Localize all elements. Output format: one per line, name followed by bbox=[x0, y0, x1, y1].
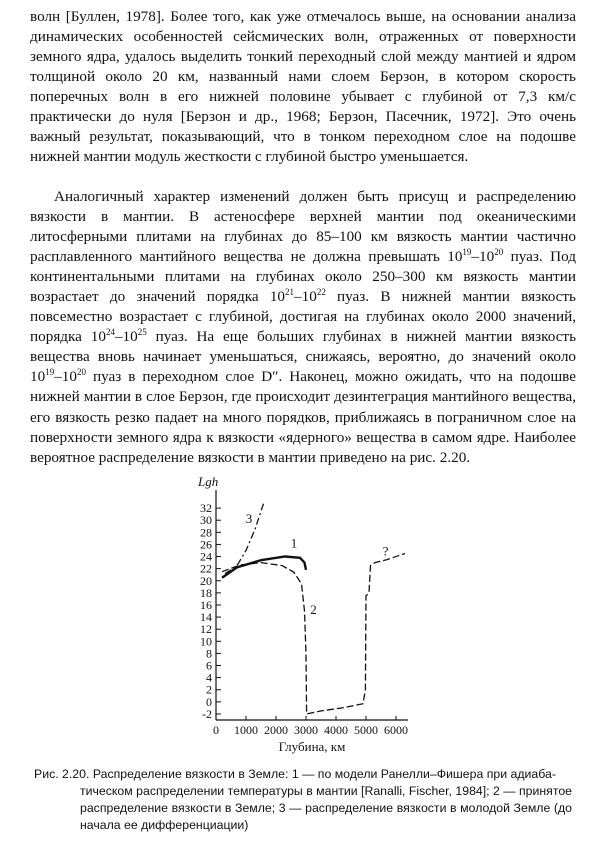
figure-caption bbox=[34, 766, 572, 834]
p2-seg: –10 bbox=[54, 368, 77, 386]
paragraph-2 bbox=[30, 187, 576, 468]
caption-rest: тическом распределении температуры в мантии [Ranalli, Fischer, 1984]; 2 — принятое распределение вязкости в Земле; 3 — распределение вязкости в молодой Земле (до начала ее дифференциации) bbox=[80, 784, 572, 832]
p2-seg: пуаз. На еще больших глубинах в нижней мантии вязкость вещества вновь начинает уменьшаться, снижаясь, вероятно, до значений около 10 bbox=[30, 328, 576, 386]
p2-seg: –10 bbox=[114, 328, 138, 346]
curve-label: ? bbox=[382, 543, 389, 559]
y-axis-label: Lgh bbox=[198, 474, 219, 489]
x-tick-label: 4000 bbox=[324, 723, 348, 737]
caption-lead: Рис. 2.20. Распределение вязкости в Земле: 1 — по модели Ранелли–Фишера при адиаба- bbox=[34, 767, 556, 781]
x-tick-label: 5000 bbox=[354, 723, 378, 737]
x-tick-label: 6000 bbox=[384, 723, 408, 737]
y-tick-label: 28 bbox=[200, 525, 212, 540]
y-tick-label: 4 bbox=[206, 670, 212, 685]
p2-seg: –10 bbox=[471, 248, 495, 266]
exponent: 25 bbox=[137, 327, 147, 338]
x-tick-label: 3000 bbox=[294, 723, 318, 737]
paragraph-1 bbox=[30, 7, 576, 167]
y-tick-label: 20 bbox=[200, 573, 212, 588]
x-tick-label: 1000 bbox=[234, 723, 258, 737]
y-tick-label: -2 bbox=[202, 706, 212, 721]
y-tick-label: 14 bbox=[200, 610, 212, 625]
exponent: 20 bbox=[76, 367, 86, 378]
paragraph-1-text: волн [Буллен, 1978]. Более того, как уже отмечалось выше, на основании анализа динамических особенностей сейсмических волн, отраженных от поверхности земного ядра, удалось выделить тонкий переходный слой между мантией и ядром толщиной около 20 км, названный нами слоем Берзон, в котором скорость поперечных волн в его нижней половине убывает с глубиной от 7,3 км/с практически до нуля [Берзон и др., 1968; Берзон, Пасечник, 1972]. Это очень важный результат, показывающий, что в тонком переходном слое на подошве нижней мантии модуль жесткости с глубиной быстро уменьшается. bbox=[30, 8, 576, 166]
y-tick-label: 30 bbox=[200, 513, 212, 528]
y-tick-label: 12 bbox=[200, 622, 212, 637]
y-tick-label: 32 bbox=[200, 501, 212, 516]
exponent: 22 bbox=[316, 287, 326, 298]
p2-seg: пуаз в переходном слое D″. Наконец, можно ожидать, что на подошве нижней мантии в слое Берзон, где происходит дезинтеграция мантийного вещества, его вязкость резко падает на много порядков, приближаясь в пограничном слое на поверхности земного ядра к вязкости «ядерного» вещества в самом ядре. Наиболее вероятное распределение вязкости в мантии приведено на рис. 2.20. bbox=[30, 368, 576, 466]
viscosity-chart bbox=[170, 462, 430, 754]
exponent: 24 bbox=[105, 327, 115, 338]
curve-label: 2 bbox=[310, 602, 317, 618]
series-2-line bbox=[222, 554, 405, 714]
y-tick-label: 8 bbox=[206, 646, 212, 661]
y-tick-label: 10 bbox=[200, 634, 212, 649]
y-tick-label: 2 bbox=[206, 682, 212, 697]
exponent: 19 bbox=[45, 367, 55, 378]
exponent: 20 bbox=[494, 247, 504, 258]
curve-label: 3 bbox=[245, 511, 253, 527]
x-tick-label: 0 bbox=[213, 723, 219, 737]
y-tick-label: 0 bbox=[206, 694, 212, 709]
p2-seg: пуаз. В нижней мантии вязкость повсеместно возрастает с глубиной, достигая на глубинах около 2000 значений, порядка 10 bbox=[30, 288, 576, 346]
series-3-line bbox=[225, 502, 264, 573]
y-tick-label: 16 bbox=[200, 597, 212, 612]
y-tick-label: 18 bbox=[200, 585, 212, 600]
viscosity-figure bbox=[170, 462, 430, 754]
exponent: 21 bbox=[285, 287, 295, 298]
p2-seg: Аналогичный характер изменений должен быть присущ и распределению вязкости в мантии. В астеносфере верхней мантии под океаническими литосферными плитами на глубинах до 85–100 км вязкость мантии частично расплавленного мантийного вещества не должна превышать 10 bbox=[30, 188, 576, 266]
curve-label: 1 bbox=[290, 535, 298, 551]
x-tick-label: 2000 bbox=[264, 723, 288, 737]
y-tick-label: 6 bbox=[206, 658, 212, 673]
y-tick-label: 22 bbox=[200, 561, 212, 576]
p2-seg: пуаз. Под континентальными плитами на глубинах около 250–300 км вязкость мантии возрастает до значений порядка 10 bbox=[30, 248, 576, 306]
y-tick-label: 26 bbox=[200, 537, 212, 552]
x-axis-label: Глубина, км bbox=[278, 739, 346, 754]
p2-seg: –10 bbox=[294, 288, 317, 306]
y-tick-label: 24 bbox=[200, 549, 212, 564]
exponent: 19 bbox=[462, 247, 472, 258]
